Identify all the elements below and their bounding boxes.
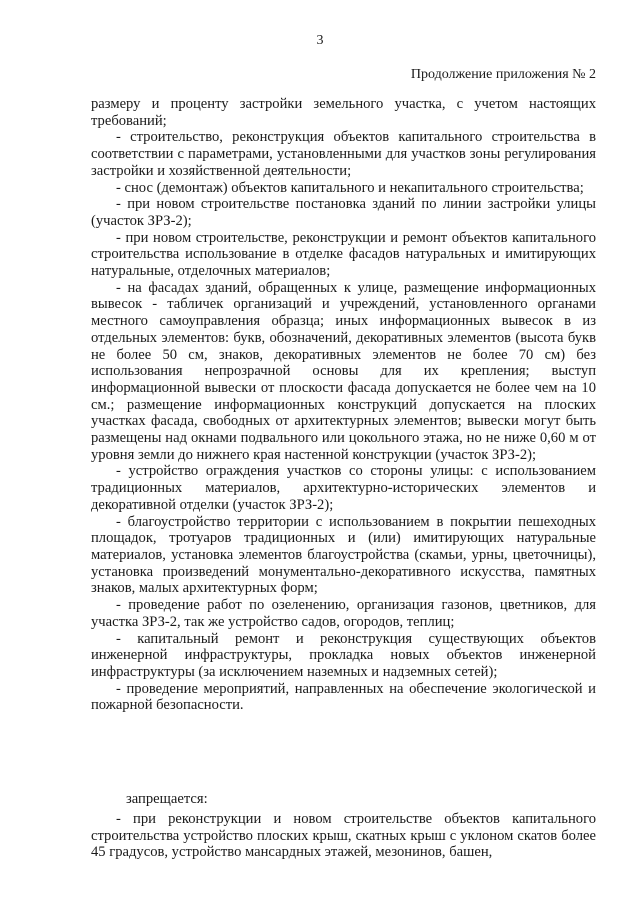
list-item: - благоустройство территории с использованием в покрытии пешеходных площадок, тротуаров традиционных и (или) имитирующих натуральные материалов, установка элементов благоустройства (скамьи, урны, цветочницы), установка произведений монументально-декоративного искусства, памятных знаков, малых архитектурных форм; (91, 513, 596, 597)
main-text (91, 96, 596, 714)
list-item: - на фасадах зданий, обращенных к улице, размещение информационных вывесок - табличек организаций и учреждений, установленного органами местного самоуправления образца; иных информационных вывесок в из отдельных элементов: букв, обозначений, декоративных элементов (высота букв не более 50 см, знаков, декоративных элементов не более 70 см) без использования непрозрачной основы для их крепления; выступ информационной вывески от плоскости фасада допускается не более чем на 10 см.; размещение информационных конструкций допускается на плоских участках фасада, свободных от архитектурных элементов; вывески могут быть размещены над окнами подвального или цокольного этажа, но не ниже 0,60 м от уровня земли до нижнего края настенной конструкции (участок ЗРЗ-2); (91, 279, 596, 463)
paragraph: размеру и проценту застройки земельного участка, с учетом настоящих требований; (91, 96, 596, 129)
forbidden-heading: запрещается: (126, 791, 208, 807)
list-item: - проведение мероприятий, направленных на обеспечение экологической и пожарной безопасности. (91, 680, 596, 714)
list-item: - снос (демонтаж) объектов капитального и некапитального строительства; (116, 179, 584, 196)
list-item: - при реконструкции и новом строительстве объектов капитального строительства устройство плоских крыш, скатных крыш с уклоном скатов более 45 градусов, устройство мансардных этажей, мезонинов, башен, (91, 811, 596, 861)
list-item: - при новом строительстве постановка зданий по линии застройки улицы (участок ЗРЗ-2); (91, 196, 596, 229)
list-item: - при новом строительстве, реконструкции и ремонт объектов капитального строительства использование в отделке фасадов натуральных и имитирующих натуральные, отделочных материалов; (91, 229, 596, 280)
forbidden-section (91, 811, 596, 861)
continuation-label: Продолжение приложения № 2 (410, 67, 596, 82)
list-item: - устройство ограждения участков со стороны улицы: с использованием традиционных материалов, архитектурно-исторических элементов и декоративной отделки (участок ЗРЗ-2); (91, 463, 596, 513)
list-item: - строительство, реконструкция объектов капитального строительства в соответствии с параметрами, установленными для участков зоны регулирования застройки и хозяйственной деятельности; (91, 129, 596, 179)
list-item: - проведение работ по озеленению, организация газонов, цветников, для участка ЗРЗ-2, так же устройство садов, огородов, теплиц; (91, 597, 596, 630)
page-number: 3 (316, 33, 324, 48)
list-item: - капитальный ремонт и реконструкция существующих объектов инженерной инфраструктуры, прокладка новых объектов инженерной инфраструктуры (за исключением наземных и надземных сетей); (91, 630, 596, 680)
